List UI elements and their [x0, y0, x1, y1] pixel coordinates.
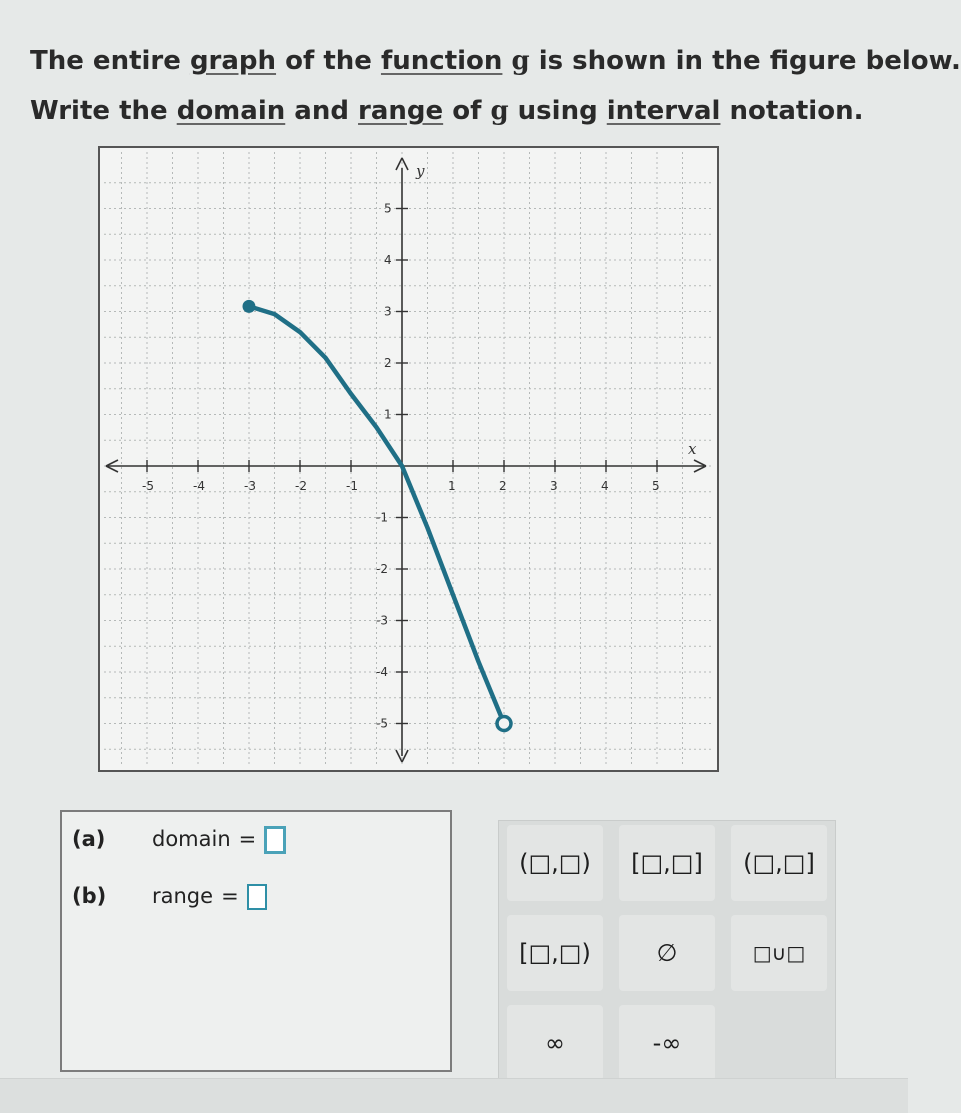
y-tick-label: -3	[376, 613, 388, 628]
prompt-text: of	[443, 96, 491, 126]
open-open-interval-button[interactable]: (□,□)	[507, 825, 603, 901]
x-tick-label: -4	[193, 479, 205, 493]
union-button[interactable]: □∪□	[731, 915, 827, 991]
x-tick-label: -5	[142, 479, 154, 493]
y-tick-label: 2	[384, 356, 392, 370]
y-tick-label: 4	[384, 253, 392, 267]
closed-closed-interval-button[interactable]: [□,□]	[619, 825, 715, 901]
prompt-text: notation.	[720, 96, 864, 126]
domain-label: domain	[152, 827, 231, 851]
y-tick-label: -1	[376, 510, 388, 525]
infinity-button[interactable]: ∞	[507, 1005, 603, 1081]
part-b-label: (b)	[72, 884, 107, 908]
empty-set-button[interactable]: ∅	[619, 915, 715, 991]
prompt-text: using	[508, 96, 607, 126]
interval-link[interactable]: interval	[606, 96, 721, 126]
prompt-text: Write the	[30, 96, 177, 126]
equals-sign: =	[238, 827, 257, 851]
y-tick-label: 3	[384, 304, 392, 319]
prompt-text: is shown in the figure below.	[529, 46, 961, 76]
bottom-strip	[0, 1078, 908, 1113]
x-tick-label: -1	[346, 479, 358, 493]
domain-link[interactable]: domain	[176, 96, 286, 126]
open-closed-interval-button[interactable]: (□,□]	[731, 825, 827, 901]
function-variable: g	[490, 96, 509, 126]
negative-infinity-button[interactable]: -∞	[619, 1005, 715, 1081]
prompt-line-2	[30, 86, 890, 136]
x-axis-label: x	[688, 440, 697, 458]
x-tick-label: 4	[601, 479, 609, 493]
x-tick-label: 2	[499, 479, 507, 493]
prompt-text: and	[285, 96, 359, 126]
notation-palette	[498, 820, 836, 1112]
y-axis-label: y	[416, 162, 425, 180]
y-tick-label: 5	[384, 201, 392, 216]
x-tick-label: 1	[448, 479, 456, 493]
y-tick-label: -2	[376, 562, 388, 576]
x-tick-label: 3	[550, 479, 558, 493]
domain-row	[72, 826, 286, 854]
y-tick-label: -5	[376, 716, 388, 731]
range-label: range	[152, 884, 214, 908]
x-tick-label: 5	[652, 479, 660, 493]
range-row	[72, 884, 267, 910]
function-graph	[98, 146, 719, 772]
graph-link[interactable]: graph	[189, 46, 277, 76]
range-answer-box[interactable]	[247, 884, 267, 910]
prompt-line-1	[30, 36, 961, 86]
graph-canvas	[100, 148, 717, 770]
function-variable: g	[511, 46, 530, 76]
y-tick-label: 1	[384, 407, 392, 422]
closed-open-interval-button[interactable]: [□,□)	[507, 915, 603, 991]
equals-sign: =	[221, 884, 239, 908]
x-tick-label: -3	[244, 479, 256, 493]
question-prompt	[30, 36, 961, 136]
open-endpoint	[497, 717, 511, 731]
closed-endpoint	[243, 300, 256, 313]
part-a-label: (a)	[72, 827, 106, 851]
function-link[interactable]: function	[380, 46, 503, 76]
y-tick-label: -4	[376, 665, 388, 679]
prompt-text: of the	[276, 46, 381, 76]
prompt-text: The entire	[30, 46, 190, 76]
range-link[interactable]: range	[358, 96, 444, 126]
x-tick-label: -2	[295, 479, 307, 493]
domain-answer-box[interactable]	[264, 826, 286, 854]
answer-panel	[60, 810, 452, 1072]
